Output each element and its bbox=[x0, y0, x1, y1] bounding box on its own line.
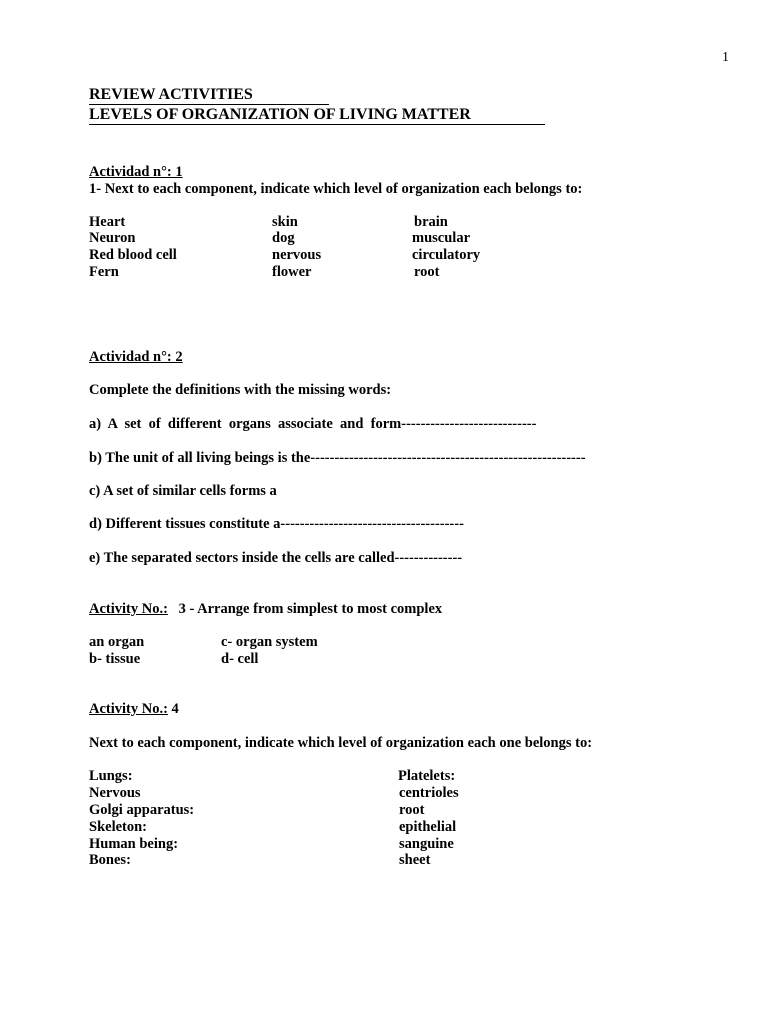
activity-4-item: Skeleton: bbox=[89, 819, 147, 835]
title-line-2: LEVELS OF ORGANIZATION OF LIVING MATTER bbox=[89, 106, 545, 125]
activity-4-item: Golgi apparatus: bbox=[89, 802, 195, 818]
activity-2-instruction: Complete the definitions with the missing words: bbox=[89, 382, 392, 398]
activity-4-number: 4 bbox=[167, 701, 179, 717]
activity-1-instruction: 1- Next to each component, indicate which level of organization each belongs to: bbox=[89, 181, 583, 197]
activity-2-heading: Actividad n°: 2 bbox=[89, 349, 183, 365]
activity-3-item: d- cell bbox=[221, 651, 259, 667]
activity-1-item: dog bbox=[272, 230, 295, 246]
activity-4-instruction: Next to each component, indicate which level of organization each one belongs to: bbox=[89, 735, 593, 751]
activity-4-item: Lungs: bbox=[89, 768, 133, 784]
activity-4-item: centrioles bbox=[399, 785, 459, 801]
activity-1-item: Fern bbox=[89, 264, 119, 280]
activity-1-item: nervous bbox=[272, 247, 322, 263]
activity-3-label: Activity No.: bbox=[89, 601, 168, 617]
activity-1-heading: Actividad n°: 1 bbox=[89, 164, 183, 180]
document-title bbox=[89, 86, 545, 125]
activity-1-item: skin bbox=[272, 214, 298, 230]
activity-4-item: Nervous bbox=[89, 785, 141, 801]
activity-4-item: Human being: bbox=[89, 836, 179, 852]
definition-item-d: d) Different tissues constitute a-------------------------------------- bbox=[89, 516, 464, 532]
definition-item-a: a) A set of different organs associate and form---------------------------- bbox=[89, 416, 537, 432]
activity-1-item: Red blood cell bbox=[89, 247, 177, 263]
definition-item-b: b) The unit of all living beings is the--------------------------------------------------------- bbox=[89, 450, 586, 466]
activity-3-title: 3 - Arrange from simplest to most complex bbox=[175, 601, 443, 617]
activity-1-item: flower bbox=[272, 264, 312, 280]
activity-4-item: Bones: bbox=[89, 852, 131, 868]
page-number: 1 bbox=[722, 50, 729, 65]
activity-4-item: epithelial bbox=[399, 819, 457, 835]
activity-1-item: circulatory bbox=[412, 247, 481, 263]
activity-1-item: root bbox=[414, 264, 440, 280]
title-line-1: REVIEW ACTIVITIES bbox=[89, 86, 329, 105]
activity-4-item: sanguine bbox=[399, 836, 454, 852]
activity-3-item: an organ bbox=[89, 634, 145, 650]
activity-1-item: Neuron bbox=[89, 230, 136, 246]
activity-1-item: brain bbox=[414, 214, 448, 230]
activity-1-item: muscular bbox=[412, 230, 470, 246]
definition-item-c: c) A set of similar cells forms a bbox=[89, 483, 277, 499]
activity-3-item: b- tissue bbox=[89, 651, 141, 667]
activity-4-item: Platelets: bbox=[398, 768, 456, 784]
activity-4-heading bbox=[89, 701, 179, 718]
activity-3-heading bbox=[89, 601, 442, 618]
activity-4-item: sheet bbox=[399, 852, 431, 868]
definition-item-e: e) The separated sectors inside the cells are called-------------- bbox=[89, 550, 463, 566]
activity-1-item: Heart bbox=[89, 214, 126, 230]
activity-3-item: c- organ system bbox=[221, 634, 318, 650]
activity-4-item: root bbox=[399, 802, 425, 818]
activity-4-label: Activity No.: bbox=[89, 701, 168, 717]
